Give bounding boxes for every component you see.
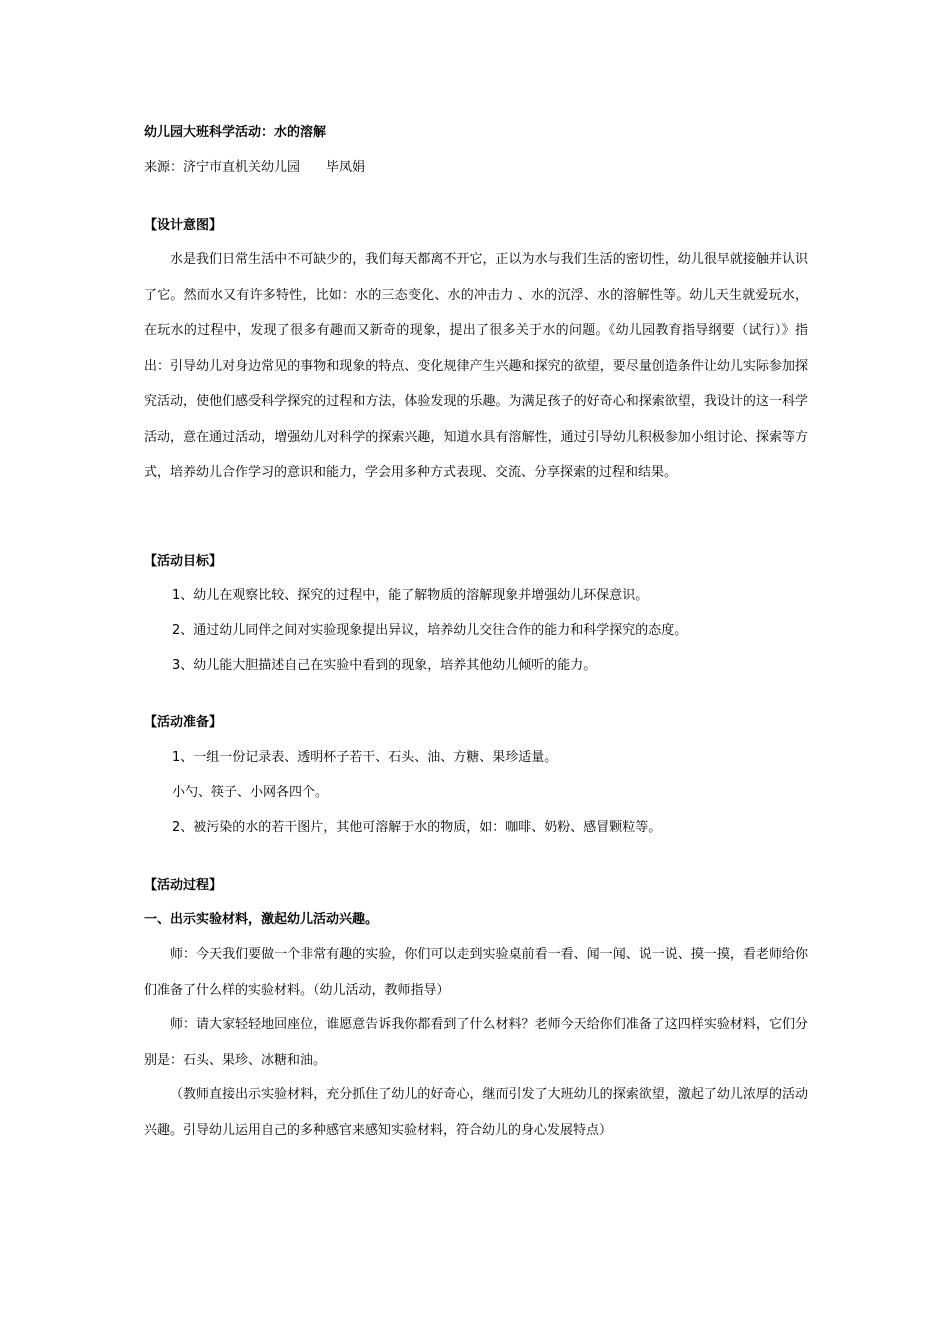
design-heading: 【设计意图】	[144, 218, 223, 233]
goals-heading: 【活动目标】	[144, 554, 223, 569]
process-step-1: 一、出示实验材料，激起幼儿活动兴趣。	[144, 912, 379, 927]
prep-item-2: 小勺、筷子、小网各四个。	[172, 785, 329, 800]
prep-heading: 【活动准备】	[144, 715, 223, 730]
goal-item-2: 2、通过幼儿同伴之间对实验现象提出异议，培养幼儿交往合作的能力和科学探究的态度。	[172, 623, 688, 638]
goal-item-3: 3、幼儿能大胆描述自己在实验中看到的现象，培养其他幼儿倾听的能力。	[172, 658, 597, 673]
process-paragraph-1: 师：今天我们要做一个非常有趣的实验，你们可以走到实验桌前看一看、闻一闻、说一说、摸一摸，看老师给你们准备了什么样的实验材料。（幼儿活动，教师指导）	[144, 947, 808, 998]
process-paragraph-3: （教师直接出示实验材料，充分抓住了幼儿的好奇心，继而引发了大班幼儿的探索欲望，激起了幼儿浓厚的活动兴趣。引导幼儿运用自己的多种感官来感知实验材料，符合幼儿的身心发展特点）	[144, 1087, 808, 1138]
process-heading: 【活动过程】	[144, 878, 223, 893]
goal-item-1: 1、幼儿在观察比较、探究的过程中，能了解物质的溶解现象并增强幼儿环保意识。	[172, 588, 649, 603]
doc-source: 来源：济宁市直机关幼儿园 毕凤娟	[144, 160, 366, 175]
prep-item-1: 1、一组一份记录表、透明杯子若干、石头、油、方糖、果珍适量。	[172, 750, 558, 765]
process-paragraph-2: 师：请大家轻轻地回座位，谁愿意告诉我你都看到了什么材料？老师今天给你们准备了这四样实验材料，它们分别是：石头、果珍、冰糖和油。	[144, 1017, 808, 1068]
doc-title: 幼儿园大班科学活动：水的溶解	[144, 125, 327, 140]
prep-item-3: 2、被污染的水的若干图片，其他可溶解于水的物质，如：咖啡、奶粉、感冒颗粒等。	[172, 820, 662, 835]
design-paragraph: 水是我们日常生活中不可缺少的，我们每天都离不开它，正以为水与我们生活的密切性，幼儿很早就接触并认识了它。然而水又有许多特性，比如：水的三态变化、水的冲击力 、水的沉浮、水的溶解性等。幼儿天生就爱玩水，在玩水的过程中，发现了很多有趣而又新奇的现象，提出了很多关于水的问题。《幼儿园教育指导纲要（试行）》指出：引导幼儿对身边常见的事物和现象的特点、变化规律产生兴趣和探究的欲望，要尽量创造条件让幼儿实际参加探究活动，使他们感受科学探究的过程和方法，体验发现的乐趣。为满足孩子的好奇心和探索欲望，我设计的这一科学活动，意在通过活动，增强幼儿对科学的探索兴趣，知道水具有溶解性，通过引导幼儿积极参加小组讨论、探索等方式，培养幼儿合作学习的意识和能力，学会用多种方式表现、交流、分享探索的过程和结果。	[144, 252, 808, 480]
